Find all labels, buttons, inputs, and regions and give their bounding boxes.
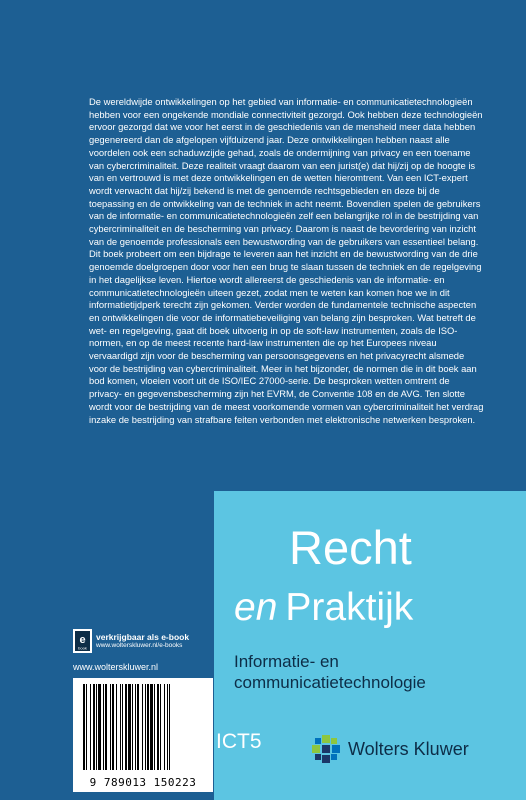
barcode-bar [147,684,149,770]
barcode-number: 9 789013 150223 [89,776,197,789]
barcode-bar [167,684,168,770]
barcode-bar [132,684,133,770]
ebook-icon-letter: e [79,634,86,646]
barcode-bar [160,684,161,770]
ebook-icon [73,629,92,653]
blurb-paragraph: Dit boek probeert om een bijdrage te leveren aan het inzicht en de bewustwording van de drie genoemde doelgroepen door voor hen een brug te slaan tussen de techniek en de regelgeving in het dagelijkse leven. Hiertoe wordt allereerst de geschiedenis van de informatie- en communicatietechnologieën uiteen gezet, zodat men te weten kan komen hoe we in dit informatietijdperk terecht zijn gekomen. Verder worden de fundamentele technische aspecten en ontwikkelingen die voor de informatiebeveiliging van belang zijn besproken. Wat betreft de wet- en regelgeving, gaat dit boek uitvoerig in op de soft-law instrumenten, zoals de ISO-normen, en op de meest recente hard-law instrumenten die op het Europees niveau vervaardigd zijn voor de bescherming van persoonsgegevens en het privacyrecht alsmede voor de bestrijding van cybercriminaliteit. Meer in het bijzonder, de normen die in dit boek aan bod komen, vloeien voort uit de ISO/IEC 27000-serie. De besproken wetten omtrent de privacy- en gegevensbescherming zijn het EVRM, de Conventie 108 en de AVG. Ten slotte wordt voor de bestrijding van de meest voorkomende vormen van cybercriminaliteit het verdrag inzake de bestrijding van strafbare feiten verbonden met elektronische netwerken besproken. [89,248,484,425]
barcode-bar [112,684,114,770]
barcode-bar [157,684,159,770]
barcode-bar [154,684,155,770]
barcode-bar [128,684,131,770]
series-panel [214,491,526,800]
barcode-bar [116,684,117,770]
barcode-bar [145,684,146,770]
barcode-bar [135,684,136,770]
barcode-bar [142,684,143,770]
barcode-bar [137,684,139,770]
barcode-bar [83,684,85,770]
barcode-bar [105,684,107,770]
barcode-bar [169,684,170,770]
barcode-bar [98,684,101,770]
ebook-icon-caption: book [78,645,87,651]
publisher-name: Wolters Kluwer [348,738,469,759]
barcode-bar [103,684,104,770]
barcode-bar [120,684,121,770]
blurb-paragraph: De wereldwijde ontwikkelingen op het gebied van informatie- en communicatietechnologieën hebben voor een ongekende mondiale connectiviteit gezorgd. Ook hebben deze technologieën ervoor gezorgd dat we voor het eerst in de geschiedenis van de mensheid meer data hebben gegenereerd dan de afgelopen vijfduizend jaar. Deze ontwikkelingen hebben naast alle voordelen ook een schaduwzijde gehad, zoals de ondermijning van privacy en een toename van cybercriminaliteit. Deze realiteit vraagt daarom van een jurist(e) dat hij/zij op de hoogte is van en vertrouwd is met deze ontwikkelingen en de wetten hieromtrent. Van een ICT-expert wordt verwacht dat hij/zij bekend is met de genoemde rechtsgebieden en deze bij de toepassing en de ontwikkeling van de techniek in acht neemt. Bovendien spelen de gebruikers van de informatie- en communicatietechnologieën zelf een belangrijke rol in de bestrijding van cybercriminaliteit en de bescherming van privacy. Daarom is naast de bevordering van inzicht van de genoemde professionals een bewustwording van de gebruikers van essentieel belang. [89,96,483,247]
publisher-website: www.wolterskluwer.nl [73,662,159,672]
wolters-kluwer-logo-icon [310,733,342,765]
barcode-bar [164,684,165,770]
series-code: ICT5 [216,730,262,753]
barcode-bar [125,684,127,770]
barcode-bar [86,684,87,770]
series-title-line2 [234,586,413,630]
barcode-bar [110,684,111,770]
barcode-bar [93,684,95,770]
series-title-recht: Recht [289,521,412,574]
back-cover-blurb [89,96,485,426]
barcode-bar [150,684,153,770]
barcode-bar [96,684,97,770]
book-subtitle [234,651,426,693]
ebook-url: www.wolterskluwer.nl/e-books [96,642,183,649]
barcode-bar [122,684,123,770]
series-title-en: en [234,586,278,629]
ebook-availability [73,629,213,653]
series-title-praktijk: Praktijk [285,586,414,629]
barcode-bars [81,684,205,770]
isbn-barcode [73,678,213,792]
barcode-bar [90,684,91,770]
subtitle-line: Informatie- en [234,652,339,671]
publisher-logo [310,732,526,766]
ebook-label: verkrijgbaar als e-book [96,632,190,642]
subtitle-line: communicatietechnologie [234,673,426,692]
